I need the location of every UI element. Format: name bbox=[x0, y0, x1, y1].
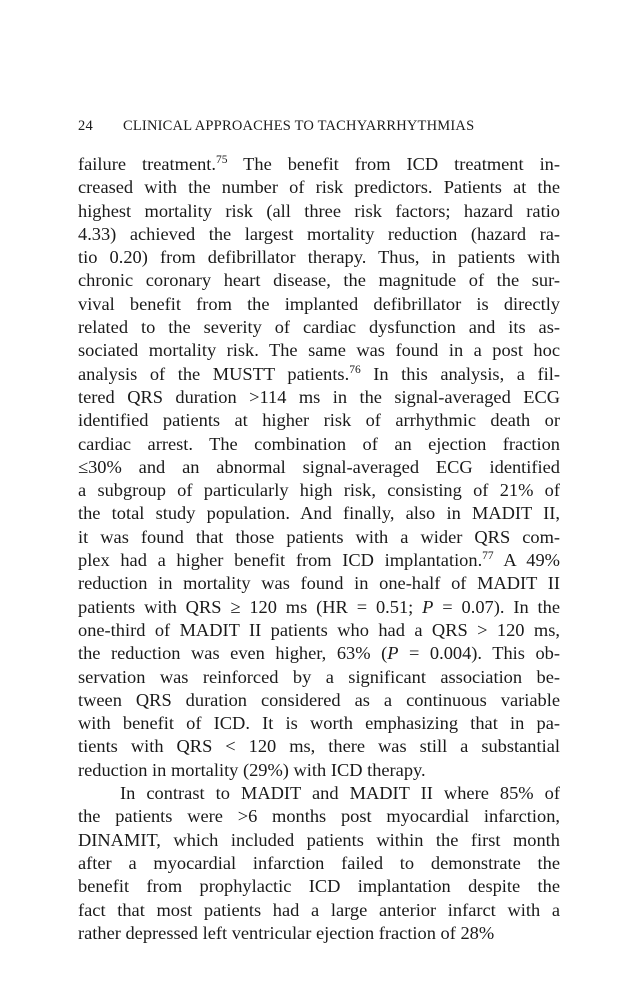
page-number: 24 bbox=[78, 118, 93, 134]
text-line: failure treatment.$^{75}$ The benefit from ICD treatment in- bbox=[78, 154, 561, 174]
text-line: fact that most patients had a large anterior infarct with a bbox=[78, 899, 560, 920]
text-line: In contrast to MADIT and MADIT II where 85% of bbox=[120, 783, 560, 804]
text-line: tween QRS duration considered as a continuous variable bbox=[78, 689, 560, 710]
text-line: the total study population. And finally, also in MADIT II, bbox=[78, 503, 560, 524]
text-line: related to the severity of cardiac dysfunction and its as- bbox=[78, 317, 560, 338]
text-line: tio 0.20) from defibrillator therapy. Thus, in patients with bbox=[78, 247, 560, 268]
text-line: benefit from prophylactic ICD implantation despite the bbox=[78, 876, 560, 897]
body-text bbox=[78, 153, 560, 945]
text-line: highest mortality risk (all three risk factors; hazard ratio bbox=[78, 200, 560, 221]
text-line: one-third of MADIT II patients who had a QRS > 120 ms, bbox=[78, 619, 560, 640]
text-line: DINAMIT, which included patients within the first month bbox=[78, 829, 560, 850]
text-line: after a myocardial infarction failed to demonstrate the bbox=[78, 852, 560, 873]
text-line: reduction in mortality (29%) with ICD therapy. bbox=[78, 759, 426, 780]
paragraph bbox=[78, 782, 560, 945]
text-line: the patients were >6 months post myocardial infarction, bbox=[78, 806, 560, 827]
text-line: rather depressed left ventricular ejection fraction of 28% bbox=[78, 922, 495, 943]
text-line: with benefit of ICD. It is worth emphasizing that in pa- bbox=[78, 713, 560, 734]
text-line: creased with the number of risk predictors. Patients at the bbox=[78, 177, 560, 198]
text-line: identified patients at higher risk of arrhythmic death or bbox=[78, 410, 560, 431]
text-line: sociated mortality risk. The same was found in a post hoc bbox=[78, 340, 560, 361]
running-head-title: CLINICAL APPROACHES TO TACHYARRHYTHMIAS bbox=[123, 118, 475, 134]
text-line: chronic coronary heart disease, the magnitude of the sur- bbox=[78, 270, 560, 291]
text-line: 4.33) achieved the largest mortality reduction (hazard ra- bbox=[78, 223, 560, 244]
text-line: plex had a higher benefit from ICD implantation.$^{77}$ A 49% bbox=[78, 550, 560, 571]
text-line: analysis of the MUSTT patients.$^{76}$ In this analysis, a fil- bbox=[78, 363, 560, 384]
text-line: tered QRS duration >114 ms in the signal-averaged ECG bbox=[78, 386, 560, 407]
text-line: tients with QRS < 120 ms, there was still a substantial bbox=[78, 736, 560, 757]
text-line: patients with QRS ≥ 120 ms (HR = 0.51; P = 0.07). In the bbox=[78, 596, 560, 617]
text-line: servation was reinforced by a significant association be- bbox=[78, 666, 560, 687]
text-line: vival benefit from the implanted defibrillator is directly bbox=[78, 293, 560, 314]
text-line: it was found that those patients with a wider QRS com- bbox=[78, 526, 560, 547]
text-line: ≤30% and an abnormal signal-averaged ECG identified bbox=[78, 456, 560, 477]
paragraph bbox=[78, 153, 560, 782]
text-line: a subgroup of particularly high risk, consisting of 21% of bbox=[78, 480, 560, 501]
text-line: reduction in mortality was found in one-half of MADIT II bbox=[78, 573, 560, 594]
text-line: cardiac arrest. The combination of an ejection fraction bbox=[78, 433, 560, 454]
text-line: the reduction was even higher, 63% (P = 0.004). This ob- bbox=[78, 643, 561, 664]
